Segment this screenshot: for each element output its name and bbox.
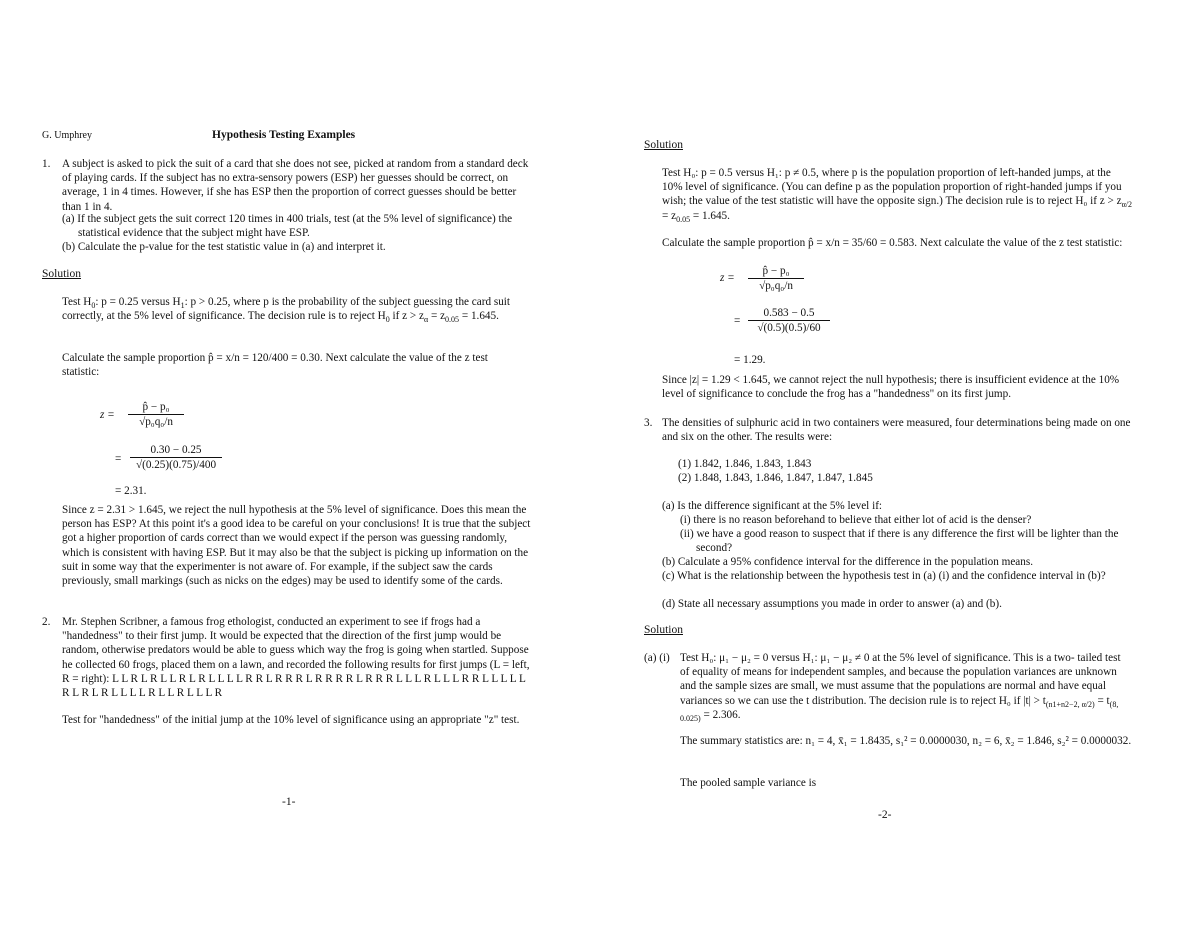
q3-part-c: (c) What is the relationship between the hypothesis test in (a) (i) and the confidence interval in (b)? (662, 570, 1106, 582)
sol2-formula-2-num: 0.583 − 0.5 (763, 307, 815, 319)
sol1-formula-1-den: √p₀q₀/n (128, 414, 184, 429)
page-title: Hypothesis Testing Examples (212, 129, 356, 141)
sol3-t-sub2: (8, 0.025) (680, 699, 1119, 724)
sol2-eq-sign: = (734, 315, 741, 327)
sol2-formula-1 (748, 264, 804, 293)
sol3-t-sub1: (n1+n2−2, α/2) (1045, 699, 1095, 709)
sol1-calc: Calculate the sample proportion p̂ = x/n = 120/400 = 0.30. Next calculate the value of the z test statistic: (62, 352, 488, 379)
sol1-z-label: z = (100, 409, 115, 421)
sol3-label: (a) (i) (644, 652, 670, 664)
q3-part-a-ii: (ii) we have a good reason to suspect that if there is any difference the first will be lighter than the second? (680, 528, 1119, 555)
sol3-t-end: = 2.306. (700, 708, 741, 721)
sol2-formula-2 (748, 306, 830, 335)
sol2-result: = 1.29. (734, 354, 766, 366)
page-number-1: -1- (282, 796, 296, 808)
sol1-formula-1-num: p̂ − p₀ (142, 401, 170, 413)
sol3-pooled: The pooled sample variance is (680, 777, 817, 789)
q1-number: 1. (42, 158, 51, 170)
sol3-t-mid: = t (1094, 694, 1110, 707)
sol2-calc: Calculate the sample proportion p̂ = x/n = 35/60 = 0.583. Next calculate the value of the z test statistic: (662, 237, 1123, 249)
sol2-text1: Test H₀: p = 0.5 versus H₁: p ≠ 0.5, where p is the population proportion of left-handed jumps, at the 10% level of significance. (You can define p as the population proportion of right-handed jumps if you wish; the value of the test statistic will have the opposite sign.) The decision rule is to reject H₀ if z > z (662, 167, 1122, 208)
sol1-hyp-main: : p = 0.25 versus H (95, 296, 181, 308)
sol2-formula-1-den: √p₀q₀/n (748, 278, 804, 293)
q2-text: Mr. Stephen Scribner, a famous frog ethologist, conducted an experiment to see if frogs had a "handedness" to their first jump. It would be expected that the direction of the first jump would be random, otherwise predators would be able to guess which way the frog is going when startled. Suppose he collected 60 frogs, placed them on a lawn, and recorded the following results for first jumps (L = left, R = right): L L R L R L L R L R L L L L R R L R R R L R R R R L R R R L L L R L L L R R L L L L L R L R L R L L L L R L L R L L L R (62, 616, 530, 700)
sol2-formula-2-den: √(0.5)(0.5)/60 (748, 320, 830, 335)
page-number-2: -2- (878, 809, 892, 821)
q3-data-2: (2) 1.848, 1.843, 1.846, 1.847, 1.847, 1.845 (678, 472, 873, 484)
q2-test: Test for "handedness" of the initial jump at the 10% level of significance using an appropriate "z" test. (62, 714, 520, 726)
sol1-hypotheses: Test $H_0$: p = 0.25 versus $H_1$: p > 0.25, where p is the probability of the subject guessing the card suit correctly, at the 5% level of significance. The decision rule is to reject $H_0$ if $z > z_\alpha = z_{0.05} = 1.645$. (62, 296, 511, 325)
sol2-z-label: z = (720, 272, 735, 284)
sol2-formula-1-num: p̂ − p₀ (762, 265, 790, 277)
solution-heading-2: Solution (644, 139, 683, 151)
sol2-sub-005: 0.05 (676, 214, 691, 224)
q3-data-1: (1) 1.842, 1.846, 1.843, 1.843 (678, 458, 812, 470)
sol1-conclusion: Since z = 2.31 > 1.645, we reject the null hypothesis at the 5% level of significance. Does this mean the person has ESP? At this point it's a good idea to be careful on your conclusions! It is true that the subject got a higher proportion of cards correct than we would expect if the person was guessing randomly, which is consistent with having ESP. But it may also be that the subject is picking up information on the suit in some way that the experimenter is not aware of. For example, if the subject saw the cards previously, small markings (such as nicks on the edges) may be used to identify some of the cards. (62, 504, 531, 588)
q3-number: 3. (644, 417, 653, 429)
sol2-text1-end: = 1.645. (690, 209, 730, 222)
sol1-formula-2-num: 0.30 − 0.25 (150, 444, 202, 456)
sol1-eq-sign: = (115, 453, 122, 465)
sol1-formula-2 (130, 443, 222, 472)
sol1-formula-2-den: √(0.25)(0.75)/400 (130, 457, 222, 472)
sol3-main: Test H₀: μ₁ − μ₂ = 0 versus H₁: μ₁ − μ₂ ≠ 0 at the 5% level of significance. This is a two- tailed test of equality of means for independent samples, and because the population variances are unknown and the sample sizes are small, we must assume that the populations are normal and have equal variances so we can use the t distribution. The decision rule is to reject H₀ if |t| > t (680, 652, 1121, 707)
sol1-hyp-end: = z (428, 310, 446, 323)
sol1-hyp-rule: if z > z (389, 310, 424, 323)
sol1-hyp-val: = 1.645. (459, 310, 499, 323)
sol3-text (680, 651, 1132, 722)
q3-text: The densities of sulphuric acid in two containers were measured, four determinations being made on one and six on the other. The results were: (662, 417, 1131, 444)
q1-part-b: (b) Calculate the p-value for the test statistic value in (a) and interpret it. (62, 241, 386, 253)
sol2-hypotheses (662, 166, 1132, 223)
q3-part-d: (d) State all necessary assumptions you made in order to answer (a) and (b). (662, 598, 1002, 610)
sol1-hyp-alt: : p > 0.25, where p is the probability of the subject guessing the card suit correctly, at the 5% level of significance. The decision rule is to reject H (62, 296, 511, 323)
sol2-sub-alpha: α/2 (1121, 200, 1132, 210)
sol2-text1-mid: = z (662, 209, 677, 222)
page-2 (600, 0, 1200, 927)
q1-part-a: (a) If the subject gets the suit correct 120 times in 400 trials, test (at the 5% level of significance) the statistical evidence that the subject might have ESP. (62, 213, 513, 240)
q1-text: A subject is asked to pick the suit of a card that she does not see, picked at random from a standard deck of playing cards. If the subject has no extra-sensory powers (ESP) her guesses should be correct, on average, 1 in 4 times. However, if she has ESP then the proportion of correct guesses should be better than 1 in 4. (62, 158, 529, 213)
sol2-conclusion: Since |z| = 1.29 < 1.645, we cannot reject the null hypothesis; there is insufficient evidence at the 10% level of significance to conclude the frog has a "handedness" on its first jump. (662, 374, 1120, 401)
sol1-formula-1 (128, 400, 184, 429)
q3-part-b: (b) Calculate a 95% confidence interval for the difference in the population means. (662, 556, 1034, 568)
solution-heading-1: Solution (42, 268, 81, 280)
sol3-summary: The summary statistics are: n₁ = 4, x̄₁ = 1.8435, s₁² = 0.0000030, n₂ = 6, x̄₂ = 1.846, s₂² = 0.0000032. (680, 735, 1132, 747)
sol1-result: = 2.31. (115, 485, 147, 497)
solution-heading-3: Solution (644, 624, 683, 636)
author-name: G. Umphrey (42, 130, 92, 141)
q3-part-a-i: (i) there is no reason beforehand to believe that either lot of acid is the denser? (680, 514, 1032, 526)
q2-number: 2. (42, 616, 51, 628)
sol1-hyp-pre: Test H (62, 296, 92, 308)
q3-part-a: (a) Is the difference significant at the 5% level if: (662, 500, 883, 512)
